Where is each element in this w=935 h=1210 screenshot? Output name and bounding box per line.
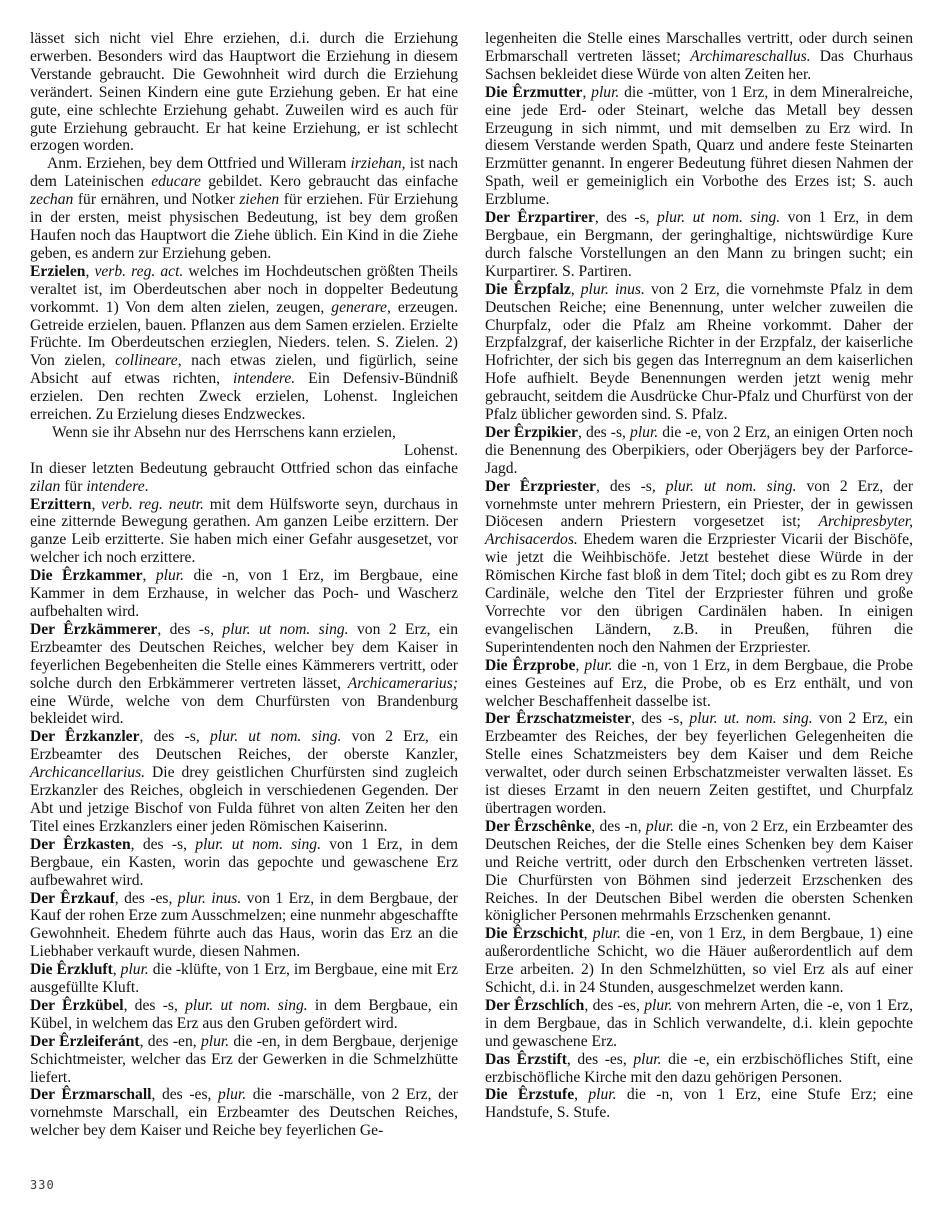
entry-headword: Der Êrzschatzmeister xyxy=(485,710,632,728)
text-run: , des -es, xyxy=(151,1086,218,1104)
text-run: , des -s, xyxy=(139,728,210,746)
entry-headword: Die Êrzprobe xyxy=(485,656,576,674)
dictionary-paragraph xyxy=(30,890,458,962)
text-run: , des -s, xyxy=(130,835,196,853)
dictionary-paragraph xyxy=(30,621,458,728)
text-run: , xyxy=(583,925,593,943)
text-run: die -e, von 2 Erz, an einigen Orten noch die Benennung des Oberpikiers, oder Oberjägers bey der Parforce-Jagd. xyxy=(485,423,913,477)
text-run: Das Churhaus Sachsen bekleidet diese Würde von alten Zeiten her. xyxy=(485,47,913,83)
italic-term: intendere. xyxy=(232,370,296,388)
dictionary-paragraph xyxy=(30,30,458,155)
text-run: die -n, von 1 Erz, eine Stufe Erz; eine Handstufe, S. Stufe. xyxy=(485,1086,913,1122)
entry-headword: Der Êrzpikier xyxy=(485,423,578,441)
text-run: , des -n, xyxy=(591,817,646,835)
entry-headword: Die Êrzkluft xyxy=(30,961,113,979)
entry-headword: Der Êrzkübel xyxy=(30,996,124,1014)
italic-term: plur. inus. xyxy=(580,280,645,298)
text-run: , xyxy=(91,495,102,513)
text-run: die -e, ein erzbischöfliches Stift, eine erzbischöfliche Kirche mit den dazu gehörigen Personen. xyxy=(485,1050,913,1086)
text-run: die -n, von 1 Erz, in dem Bergbaue, die Probe eines Gesteines auf Erz, die Probe, ob es Erz enthält, und von welcher Beschaffenheit dasselbe ist. xyxy=(485,656,913,710)
dictionary-paragraph xyxy=(30,263,458,424)
annotation-paragraph xyxy=(30,155,458,262)
text-run: , des -s, xyxy=(157,620,223,638)
italic-term: collineare, xyxy=(115,352,182,370)
text-run: die -en, von 1 Erz, in dem Bergbaue, 1) eine außerordentliche Schicht, wo die Häuer außerordentlich auf dem Erze arbeiten. 2) In den Schmelzhütten, so viel Erz als auf einer Schicht, d.i. in 24 Stunden, ausgeschmelzet werden kann. xyxy=(485,925,914,997)
entry-headword: Der Êrzpriester xyxy=(485,477,596,495)
text-run: von mehrern Arten, die -e, von 1 Erz, in dem Bergbaue, das in Schlich verwandelte, d.i. klein gepochte und gewaschene Erz. xyxy=(485,996,913,1050)
entry-headword: Die Êrzschicht xyxy=(485,925,584,943)
text-run: die -n, von 1 Erz, im Bergbaue, eine Kammer in dem Erzhause, in welcher das Poch- und Wascherz aufbehalten wird. xyxy=(30,567,459,620)
text-run: von 2 Erz, der vornehmste unter mehrern Priestern, ein Priester, der in gewissen Diöcesen andern Priestern vorgesetzet ist; xyxy=(485,477,914,531)
dictionary-paragraph xyxy=(30,567,458,621)
text-run: von 2 Erz, ein Erzbeamter des Deutschen Reiches, welcher bey dem Kaiser in feyerlichen Begebenheiten die Stelle eines Kämmerers vertritt, oder solche durch den Erbkämmerer vertreten lässet, xyxy=(30,620,458,692)
text-run: die -n, von 2 Erz, ein Erzbeamter des Deutschen Reiches, der die Stelle eines Schenken bey dem Kaiser und Reiche vertritt, oder durch den Erbschenken vertreten lässet. Die Churfürsten von Böhmen sind jederzeit Erzschenken des Reiches. In der Deutschen Bibel werden die obersten Schenken königlicher Personen mehrmahls Erzschenken genannt. xyxy=(485,817,913,925)
page-number: 330 xyxy=(30,1178,55,1192)
text-run: nach etwas zielen, und figürlich, seine Absicht auf etwas richten, xyxy=(30,352,459,388)
italic-term: intendere xyxy=(86,477,145,495)
text-run: von 1 Erz, in dem Bergbaue, ein Kasten, worin das gepochte und gewaschene Erz aufbewahret wird. xyxy=(30,835,458,889)
text-run: , xyxy=(85,262,95,280)
dictionary-paragraph xyxy=(485,997,913,1051)
text-run: von 2 Erz, ein Erzbeamter des Reiches, der bey feyerlichen Gelegenheiten die Stelle eines Schatzmeisters bey dem Kaiser und dem Reiche verwaltet, oder durch seinen Erbschatzmeister verwalten lässet. Es ist dieses Erzamt in den neuern Zeiten gestiftet, und Churpfalz übertragen worden. xyxy=(485,710,913,817)
dictionary-paragraph xyxy=(485,209,913,281)
entry-headword: Die Êrzpfalz xyxy=(485,280,571,298)
italic-term: plur. xyxy=(630,423,659,441)
text-run: von 1 Erz, in dem Bergbaue, ein Bergmann, der geringhaltige, nichtswürdige Kure durch falsche Vorstellungen an den Mann zu bringen sucht; ein Kurpartirer. S. Partiren. xyxy=(485,209,913,280)
text-run: legenheiten die Stelle eines Marschalles vertritt, oder durch seinen Erbmarschall vertreten lässet; xyxy=(485,30,913,65)
right-column xyxy=(485,30,913,1140)
text-run: die -en, in dem Bergbaue, derjenige Schichtmeister, welcher das Erz der Gewerken in die Schmelzhütte liefert. xyxy=(30,1032,458,1086)
text-run: gebildet. Kero gebraucht das einfache xyxy=(200,173,458,191)
two-column-layout xyxy=(30,30,914,1140)
dictionary-paragraph xyxy=(485,710,913,817)
text-run: , des -s, xyxy=(594,209,657,227)
text-run: , des -s, xyxy=(577,423,631,441)
italic-term: plur. xyxy=(644,996,673,1014)
text-run: die -marschälle, von 2 Erz, der vornehmste Marschall, ein Erzbeamter des Deutschen Reiches, welcher bey dem Kaiser und Reiche bey feyerlichen Ge- xyxy=(30,1086,458,1140)
dictionary-paragraph xyxy=(485,818,913,925)
italic-term: plur. xyxy=(200,1032,230,1050)
entry-headword: Der Êrzschlích xyxy=(485,996,585,1014)
text-run: ist nach dem Lateinischen xyxy=(30,155,458,191)
text-run: , des -es, xyxy=(114,889,178,907)
text-run: welches im Hochdeutschen größten Theils veraltet ist, im Oberdeutschen aber noch in doppelter Bedeutung vorkommt. 1) Von dem alten zielen, zeugen, xyxy=(30,262,458,316)
verse-attribution xyxy=(30,442,458,460)
dictionary-paragraph xyxy=(30,496,458,568)
italic-term: plur. ut nom. sing. xyxy=(195,835,321,853)
dictionary-paragraph xyxy=(485,84,913,209)
italic-term: educare xyxy=(151,173,201,191)
verse-line xyxy=(30,424,458,442)
entry-headword: Der Êrzkasten xyxy=(30,835,131,853)
entry-headword: Der Êrzmarschall xyxy=(30,1086,152,1104)
text-run: Ein Defensiv-Bündniß erzielen. Den rechten Zweck erzielen, Lohenst. Ingleichen erreichen. Zu Erzielung dieses Endzweckes. xyxy=(30,370,458,424)
entry-headword: Der Êrzpartirer xyxy=(485,209,595,227)
italic-term: Archicamerarius; xyxy=(347,674,458,692)
dictionary-paragraph xyxy=(485,281,913,424)
italic-term: plur. xyxy=(592,925,621,943)
italic-term: Archimareschallus. xyxy=(690,47,811,65)
italic-term: plur. xyxy=(588,1086,617,1104)
italic-term: plur. ut nom. sing. xyxy=(185,996,308,1014)
text-run: In dieser letzten Bedeutung gebraucht Ottfried schon das einfache xyxy=(30,459,458,477)
entry-headword: Der Êrzkämmerer xyxy=(30,620,158,638)
italic-term: Archicancellarius. xyxy=(30,764,146,782)
text-run: , xyxy=(112,961,121,979)
italic-term: plur. xyxy=(645,817,674,835)
entry-headword: Der Êrzschênke xyxy=(485,817,592,835)
italic-term: plur. xyxy=(218,1086,247,1104)
dictionary-paragraph xyxy=(485,424,913,478)
italic-term: zilan xyxy=(30,477,61,495)
italic-term: plur. xyxy=(155,567,185,585)
italic-term: plur. ut nom. sing. xyxy=(657,209,781,227)
dictionary-paragraph xyxy=(30,997,458,1033)
italic-term: plur. ut nom. sing. xyxy=(209,728,342,746)
text-run: für ernähren, und Notker xyxy=(73,191,240,209)
entry-headword: Der Êrzleiferánt xyxy=(30,1032,140,1050)
dictionary-paragraph xyxy=(30,460,458,496)
dictionary-paragraph xyxy=(30,961,458,997)
text-run: , des -s, xyxy=(631,710,690,728)
text-run: eine Würde, welche von dem Churfürsten von Brandenburg bekleidet wird. xyxy=(30,692,458,728)
text-run: erzeugen. Getreide erzielen, bauen. Pflanzen aus dem Samen erzielen. Erzielte Früchte. Im Oberdeutschen erzieglen, Nieders. telen. S. Zielen. 2) Von zielen, xyxy=(30,298,458,370)
text-run: in dem Bergbaue, ein Kübel, in welchem das Erz aus den Gruben gefördert wird. xyxy=(30,996,458,1032)
text-run: für xyxy=(60,477,87,495)
text-run: die -mütter, von 1 Erz, in dem Mineralreiche, eine jede Erd- oder Steinart, welche das Metall bey dessen Erzeugung in sich nimmt, und mit demselben zu Erz wird. In diesem Verstande werden Spath, Quarz und andere feste Steinarten Erzmütter genannt. In engerer Bedeutung führet diesen Nahmen der Spath, weil er gemeiniglich ein Vorbothe des Erzes ist; S. auch Erzblume. xyxy=(485,83,913,209)
italic-term: plur. inus. xyxy=(177,889,242,907)
italic-term: plur. ut. nom. sing. xyxy=(689,710,813,728)
text-run: für erziehen. Für Erziehung in der ersten, meist physischen Bedeutung, ist bey dem großen Haufen noch das Hauptwort die Ziehe üblich. Ein Kind in die Ziehe geben, es andern zur Erziehung geben. xyxy=(30,191,458,262)
text-run: . xyxy=(144,477,149,495)
text-run: mit dem Hülfsworte seyn, durchaus in eine zitternde Bewegung gerathen. Am ganzen Leibe erzittern. Der ganze Leib erzitterte. Sie haben mich einer Gefahr ausgesetzet, vor welcher ich noch erzittere. xyxy=(30,495,459,567)
text-run: von 2 Erz, ein Erzbeamter des Deutschen Reiches, der oberste Kanzler, xyxy=(30,728,459,764)
text-run: von 1 Erz, in dem Bergbaue, der Kauf der rohen Erze zum Ausschmelzen; eine nunmehr abgeschaffte Gewohnheit. Ehedem führte auch das Haus, worin das Erz an die Liebhaber verkauft wurde, diesen Nahmen. xyxy=(30,889,458,961)
dictionary-paragraph xyxy=(485,1086,913,1122)
dictionary-paragraph xyxy=(485,1051,913,1087)
text-run: , des -es, xyxy=(566,1050,634,1068)
text-run: Lohenst. xyxy=(403,441,458,459)
entry-headword: Erzittern xyxy=(30,495,92,513)
text-run: , xyxy=(574,1086,589,1104)
text-run: lässet sich nicht viel Ehre erziehen, d.i. durch die Erziehung erwerben. Besonders wird das Hauptwort die Erziehung in diesem Verstande gebraucht. Die Gewohnheit wird durch die Erziehung verändert. Seinen Kindern eine gute Erziehung geben. Er hat eine gute, eine schlechte Erziehung gehabt. Zuweilen wird es auch für gute Erziehung gebraucht. Er hat keine Erziehung, er ist schlecht erzogen worden. xyxy=(30,30,458,155)
text-run: Wenn sie ihr Absehn nur des Herrschens kann erzielen, xyxy=(52,423,396,441)
dictionary-paragraph xyxy=(485,478,913,657)
dictionary-paragraph xyxy=(30,1086,458,1140)
entry-headword: Der Êrzkanzler xyxy=(30,728,140,746)
dictionary-paragraph xyxy=(485,925,913,997)
italic-term: verb. reg. neutr. xyxy=(101,495,204,513)
text-run: Die drey geistlichen Churfürsten sind zugleich Erzkanzler des Reiches, obgleich in verschiedenen Gegenden. Der Abt und jetzige Bischof von Fulda führet von alten Zeiten her den Titel eines Erzkanzlers einer jeden Römischen Kaiserinn. xyxy=(30,764,458,835)
italic-term: zechan xyxy=(30,191,74,209)
left-column xyxy=(30,30,458,1140)
text-run: die -klüfte, von 1 Erz, im Bergbaue, eine mit Erz ausgefüllte Kluft. xyxy=(30,961,458,997)
dictionary-paragraph xyxy=(30,728,458,835)
italic-term: generare, xyxy=(331,298,391,316)
italic-term: irziehan, xyxy=(350,155,406,173)
text-run: Ehedem waren die Erzpriester Vicarii der Bischöfe, wie jetzt die Weihbischöfe. Jetzt bestehet diese Würde in der Römischen Kirche fast bloß in dem Titel; doch gibt es zu Rom drey Cardinäle, welche den Titel der Erzpriester führen und große Vorrechte vor den übrigen Cardinälen haben. In einigen evangelischen Ländern, z.B. in Preußen, führen die Superintendenten noch den Nahmen der Erzpriester. xyxy=(485,531,913,656)
dictionary-paragraph xyxy=(485,30,913,84)
entry-headword: Der Êrzkauf xyxy=(30,889,115,907)
text-run: , xyxy=(582,83,592,101)
entry-headword: Das Êrzstift xyxy=(485,1050,567,1068)
italic-term: plur. xyxy=(120,961,149,979)
dictionary-paragraph xyxy=(30,836,458,890)
text-run: , des -en, xyxy=(139,1032,201,1050)
entry-headword: Die Êrzstufe xyxy=(485,1086,575,1104)
italic-term: verb. reg. act. xyxy=(94,262,184,280)
dictionary-paragraph xyxy=(30,1033,458,1087)
italic-term: plur. ut nom. sing. xyxy=(665,477,797,495)
text-run: , xyxy=(570,280,581,298)
entry-headword: Die Êrzkammer xyxy=(30,567,143,585)
italic-term: ziehen xyxy=(239,191,280,209)
text-run: von 2 Erz, die vornehmste Pfalz in dem Deutschen Reiche; eine Benennung, unter welcher zuweilen die Churpfalz, oder die Pfalz am Rheine vorkommt. Daher der Erzpfalzgraf, der kaiserliche Richter in der Erzpfalz, der kaiserliche Hofrichter, der sich bis gegen das Interregnum an dem kaiserlichen Hofe aufhielt. Beyde Benennungen werden jetzt wenig mehr gebraucht, seitdem die Ausdrücke Chur-Pfalz und Churfürst von der Pfalz üblicher geworden sind. S. Pfalz. xyxy=(485,280,914,424)
italic-term: plur. xyxy=(633,1050,662,1068)
text-run: , xyxy=(575,656,585,674)
text-run: , des -es, xyxy=(584,996,645,1014)
text-run: Anm. Erziehen, bey dem Ottfried und Willeram xyxy=(47,155,351,173)
text-run: , xyxy=(142,567,156,585)
italic-term: plur. xyxy=(591,83,620,101)
dictionary-paragraph xyxy=(485,657,913,711)
text-run: , des -s, xyxy=(123,996,186,1014)
text-run: , des -s, xyxy=(595,477,666,495)
italic-term: plur. xyxy=(584,656,613,674)
italic-term: Archipresbyter, Archisacerdos. xyxy=(485,513,913,549)
entry-headword: Erzielen xyxy=(30,262,86,280)
entry-headword: Die Êrzmutter xyxy=(485,83,583,101)
italic-term: plur. ut nom. sing. xyxy=(222,620,349,638)
